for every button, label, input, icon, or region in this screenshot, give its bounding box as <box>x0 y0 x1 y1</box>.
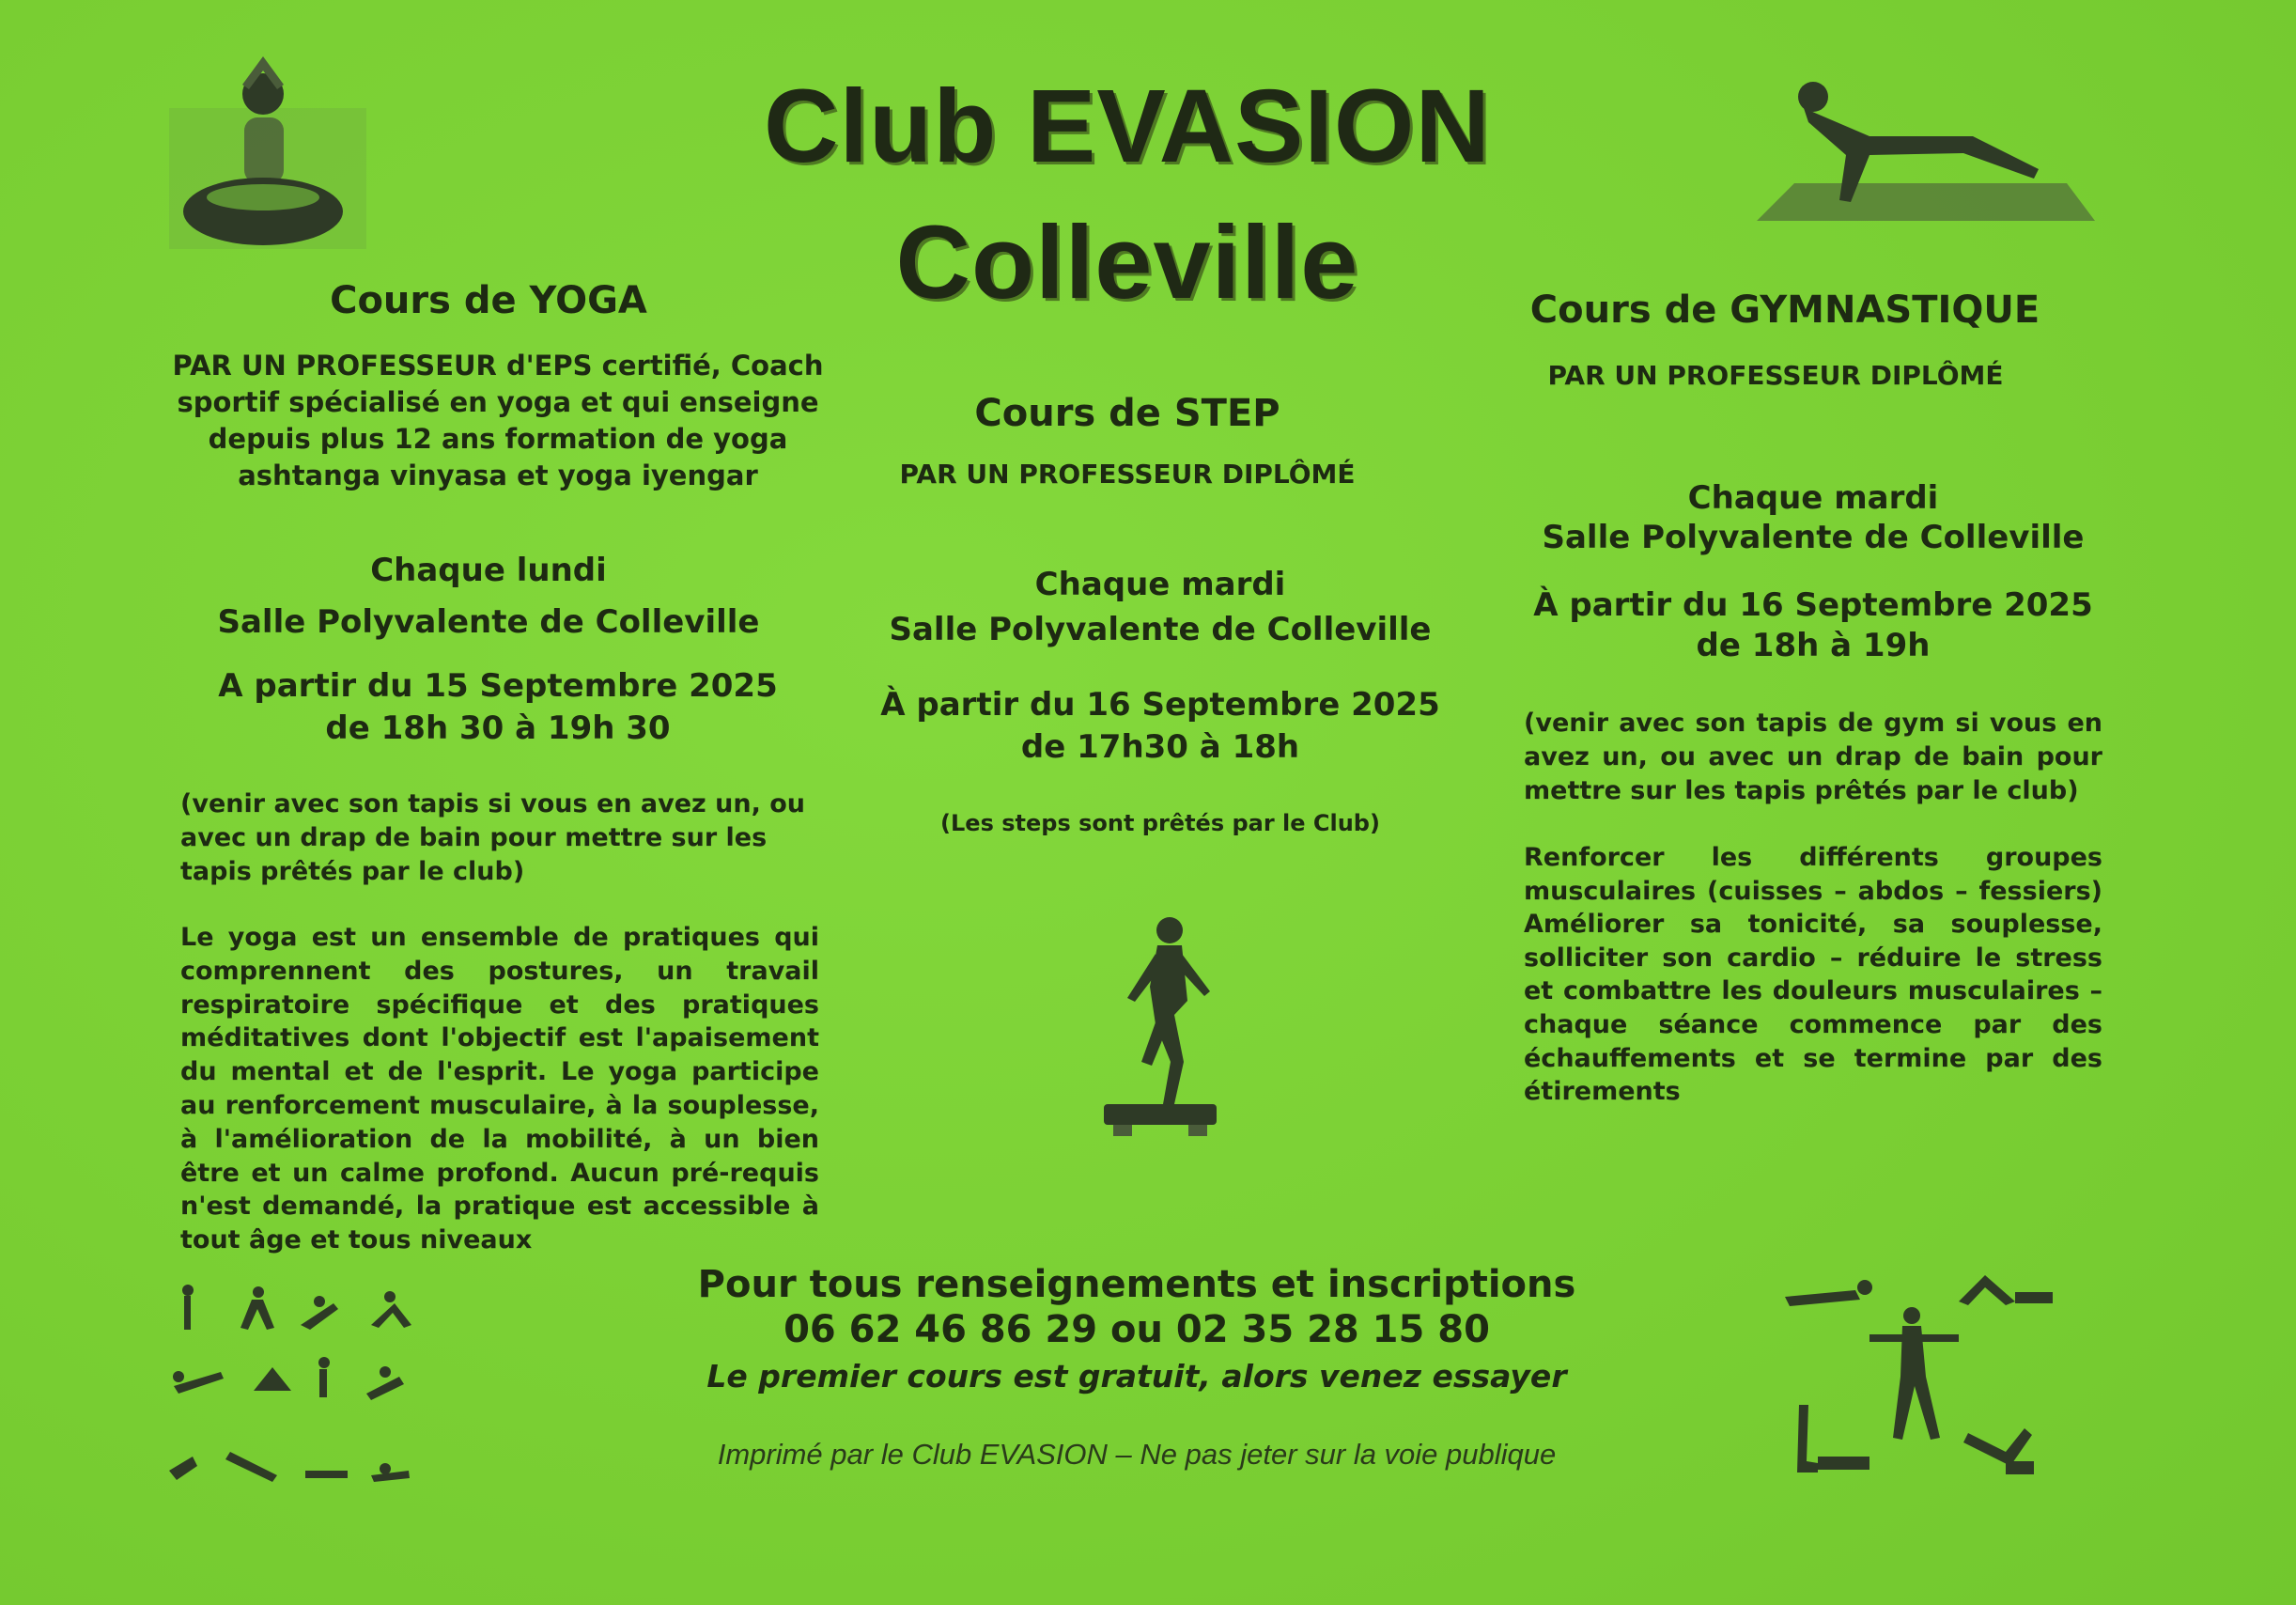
free-trial-offer: Le premier cours est gratuit, alors venez essayer <box>706 1358 1567 1395</box>
yoga-start-date: A partir du 15 Septembre 2025 <box>218 667 778 705</box>
gym-place: Salle Polyvalente de Colleville <box>1542 519 2085 556</box>
title-line-2: Colleville <box>895 205 1359 320</box>
step-start-date: À partir du 16 Septembre 2025 <box>880 686 1440 724</box>
gym-day: Chaque mardi <box>1687 479 1939 517</box>
gym-hours: de 18h à 19h <box>1696 627 1931 664</box>
yoga-poses-icon <box>169 1283 423 1489</box>
step-hours: de 17h30 à 18h <box>1020 728 1300 766</box>
gym-description: Renforcer les différents groupes musculaires (cuisses – abdos – fessiers) Améliorer sa tonicité, sa souplesse, solliciter son cardio – réduire le stress et combattre les douleurs musculaires – chaque séance commence par des échauffements et se termine par des étirements <box>1524 843 2102 1107</box>
yoga-heading: Cours de YOGA <box>330 279 647 322</box>
step-qualification: PAR UN PROFESSEUR DIPLÔMÉ <box>899 459 1356 490</box>
step-day: Chaque mardi <box>1034 566 1286 603</box>
print-footer: Imprimé par le Club EVASION – Ne pas jeter sur la voie publique <box>717 1438 1557 1471</box>
plank-pose-icon <box>1757 80 2095 230</box>
step-place: Salle Polyvalente de Colleville <box>889 611 1432 648</box>
yoga-hours: de 18h 30 à 19h 30 <box>325 709 671 747</box>
title-line-1: Club EVASION <box>764 69 1491 184</box>
meditation-pose-icon <box>169 52 376 249</box>
gym-qualification: PAR UN PROFESSEUR DIPLÔMÉ <box>1547 360 2004 391</box>
yoga-qualification: PAR UN PROFESSEUR d'EPS certifié, Coach sportif spécialisé en yoga et qui enseigne depuis plus 12 ans formation de yoga ashtanga vinyasa et yoga iyengar <box>172 350 824 491</box>
yoga-place: Salle Polyvalente de Colleville <box>217 603 760 641</box>
yoga-note: (venir avec son tapis si vous en avez un, ou avec un drap de bain pour mettre sur les tapis prêtés par le club) <box>180 789 806 886</box>
contact-phones: 06 62 46 86 29 ou 02 35 28 15 80 <box>783 1308 1490 1351</box>
gym-poses-icon <box>1780 1264 2062 1489</box>
gym-heading: Cours de GYMNASTIQUE <box>1529 288 2040 332</box>
step-heading: Cours de STEP <box>974 392 1280 435</box>
gym-note: (venir avec son tapis de gym si vous en avez un, ou avec un drap de bain pour mettre sur les tapis prêtés par le club) <box>1524 709 2102 805</box>
yoga-day: Chaque lundi <box>370 552 607 589</box>
step-note: (Les steps sont prêtés par le Club) <box>940 810 1380 836</box>
contact-title: Pour tous renseignements et inscriptions <box>697 1263 1576 1306</box>
step-exercise-icon <box>1090 912 1231 1146</box>
gym-start-date: À partir du 16 Septembre 2025 <box>1533 586 2093 624</box>
yoga-description: Le yoga est un ensemble de pratiques qui comprennent des postures, un travail respiratoire spécifique et des pratiques méditatives dont l'objectif est l'apaisement du mental et de l'esprit. Le yoga participe au renforcement musculaire, à la souplesse, à l'amélioration de la mobilité, à un bien être et un calme profond. Aucun pré-requis n'est demandé, la pratique est accessible à tout âge et tous niveaux <box>180 923 819 1255</box>
